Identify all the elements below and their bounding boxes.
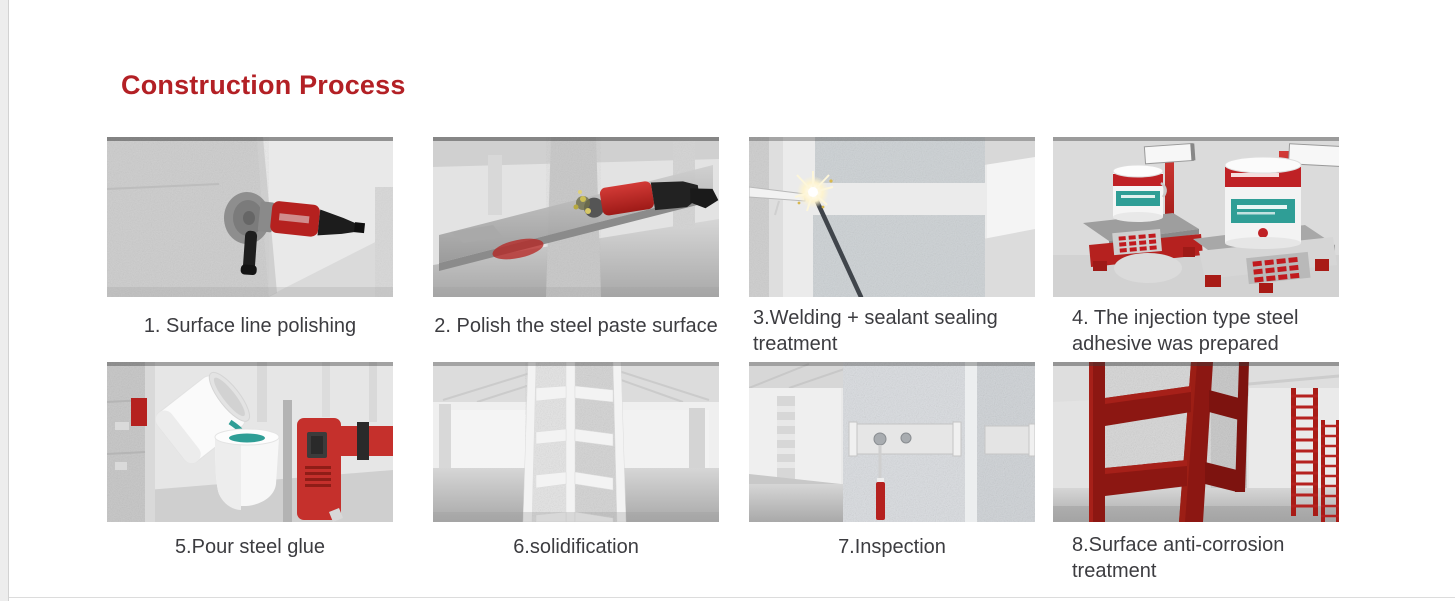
left-adhesive-bucket bbox=[1113, 165, 1166, 222]
process-step-3 bbox=[749, 137, 1035, 357]
process-step-2 bbox=[433, 137, 719, 339]
caption-line: 7.Inspection bbox=[838, 536, 946, 558]
step-8-illustration bbox=[1053, 362, 1339, 522]
process-step-7 bbox=[749, 362, 1035, 560]
distant-left-column bbox=[777, 396, 795, 484]
caption-line: 8.Surface anti-corrosion bbox=[1072, 534, 1285, 556]
process-step-1 bbox=[107, 137, 393, 339]
right-plate bbox=[985, 424, 1035, 456]
caption-line: treatment bbox=[1072, 560, 1157, 582]
step-3-illustration bbox=[749, 137, 1035, 297]
step-1-illustration bbox=[107, 137, 393, 297]
step-6-caption bbox=[433, 534, 719, 560]
caption-line: 1. Surface line polishing bbox=[143, 315, 357, 337]
caption-line: 4. The injection type steel bbox=[1072, 307, 1299, 329]
step-7-caption bbox=[749, 534, 1035, 560]
caption-line: adhesive was prepared bbox=[1072, 333, 1279, 355]
support-pole bbox=[283, 400, 292, 522]
caption-line: 2. Polish the steel paste surface bbox=[434, 315, 718, 337]
left-column-strip bbox=[749, 137, 783, 297]
process-step-8 bbox=[1053, 362, 1339, 584]
page-left-gutter bbox=[0, 0, 9, 601]
far-column bbox=[375, 187, 393, 297]
step-4-caption bbox=[1053, 305, 1339, 357]
process-step-6 bbox=[433, 362, 719, 560]
steel-plate bbox=[849, 422, 961, 456]
process-step-5 bbox=[107, 362, 393, 560]
caption-line: 5.Pour steel glue bbox=[174, 536, 326, 558]
step-5-caption bbox=[107, 534, 393, 560]
step-5-illustration bbox=[107, 362, 393, 522]
left-concrete-column bbox=[107, 362, 155, 522]
page-bottom-rule bbox=[9, 597, 1455, 598]
step-7-illustration bbox=[749, 362, 1035, 522]
caption-line: 6.solidification bbox=[513, 536, 639, 558]
step-4-illustration bbox=[1053, 137, 1339, 297]
step-2-illustration bbox=[433, 137, 719, 297]
right-adhesive-bucket bbox=[1225, 157, 1301, 249]
step-6-illustration bbox=[433, 362, 719, 522]
concrete-panels bbox=[813, 137, 985, 297]
step-8-caption bbox=[1053, 532, 1339, 584]
step-2-caption bbox=[433, 313, 719, 339]
caption-line: 3.Welding + sealant sealing bbox=[753, 307, 998, 329]
process-step-4 bbox=[1053, 137, 1339, 357]
page-title: Construction Process bbox=[121, 70, 406, 100]
step-1-caption bbox=[107, 313, 393, 339]
step-3-caption bbox=[749, 305, 1035, 357]
wrapped-column bbox=[523, 362, 626, 522]
caption-line: treatment bbox=[753, 333, 838, 355]
